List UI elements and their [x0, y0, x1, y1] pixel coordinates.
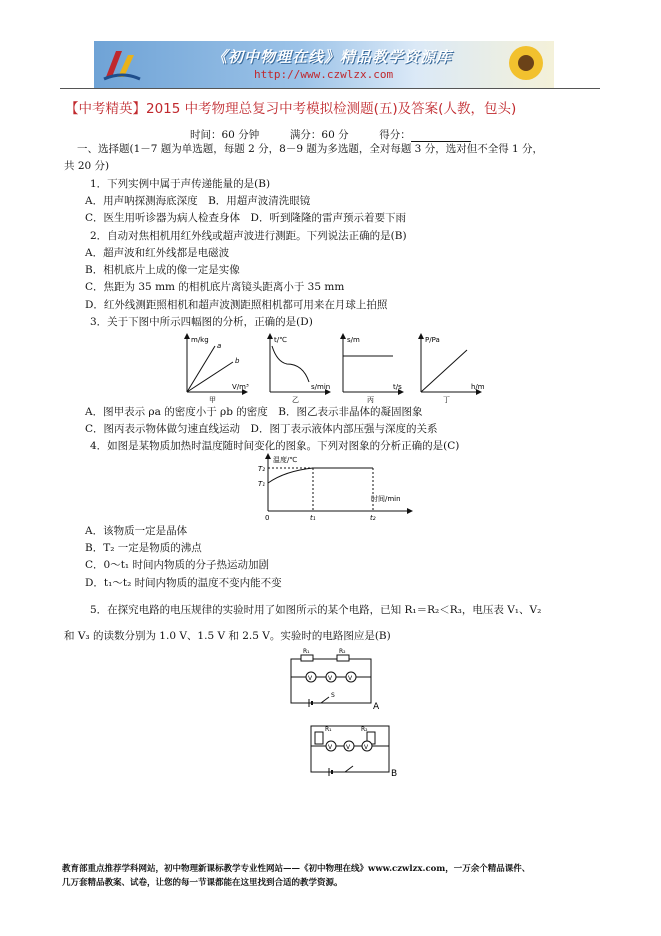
q2-option-b: B．相机底片上成的像一定是实像 [85, 264, 240, 276]
heat-tick-t1: t₁ [310, 514, 316, 522]
q2-option-d: D．红外线测距照相机和超声波测距照相机都可用来在月球上拍照 [85, 299, 388, 311]
graph-yi-caption: 乙 [292, 396, 299, 404]
switch-icon [345, 766, 353, 772]
banner-url[interactable]: http://www.czwlzx.com [254, 68, 394, 81]
circuit-a-v2: V [328, 675, 333, 682]
circuit-b-v1: V [328, 744, 333, 751]
graph-bing-caption: 丙 [367, 396, 374, 404]
circuit-a-r1: R₁ [303, 648, 310, 655]
circuit-a-label: A [373, 702, 380, 712]
exam-meta [190, 127, 471, 142]
q3-options-ab: A．图甲表示 ρa 的密度小于 ρb 的密度 B．图乙表示非晶体的凝固图象 [85, 406, 423, 418]
q4-option-c: C．0～t₁ 时间内物质的分子热运动加剧 [85, 559, 269, 571]
circuit-b-r2: R₂ [361, 726, 368, 733]
section-intro: 一、选择题(1－7 题为单选题，每题 2 分，8－9 题为多选题，全对每题 3 分，选对但不全得 1 分， [77, 143, 544, 155]
page-footer [62, 862, 530, 890]
logo-icon [102, 47, 142, 83]
resistor-icon [315, 732, 323, 744]
circuit-b-v3: V [364, 744, 369, 751]
graph-ding-caption: 丁 [443, 396, 450, 404]
exam-time: 时间：60 分钟 [190, 129, 260, 141]
footer-line-2: 几万套精品教案、试卷，让您的每一节课都能在这里找到合适的教学资源。 [62, 878, 343, 888]
footer-line-1: 教育部重点推荐学科网站，初中物理新课标教学专业性网站——《初中物理在线》www.czwlzx.com，一万余个精品课件、 [62, 864, 531, 874]
heat-tick-t2: t₂ [370, 514, 376, 522]
resistor-icon [337, 655, 349, 661]
graph-ding [421, 336, 485, 404]
q3-stem: 3．关于下图中所示四幅图的分析，正确的是(D) [90, 316, 313, 328]
graph-yi [270, 336, 330, 404]
circuit-a-r2: R₂ [339, 648, 346, 655]
heat-t1-label: T₁ [258, 480, 266, 488]
switch-icon [321, 697, 329, 703]
graph-yi-xlabel: s/min [311, 383, 331, 391]
circuit-a [285, 645, 385, 713]
graph-jia-line-b: b [235, 357, 240, 365]
graph-ding-ylabel: P/Pa [425, 336, 440, 344]
q2-option-a: A．超声波和红外线都是电磁波 [85, 247, 230, 259]
q4-heating-graph [255, 453, 415, 523]
graph-bing [343, 336, 402, 404]
q5-stem-cont: 和 V₃ 的读数分别为 1.0 V、1.5 V 和 2.5 V。实验时的电路图应是(B) [64, 630, 391, 642]
graph-jia-ylabel: m/kg [191, 336, 209, 344]
section-intro-cont: 共 20 分) [64, 160, 110, 172]
q3-options-cd: C．图丙表示物体做匀速直线运动 D．图丁表示液体内部压强与深度的关系 [85, 423, 438, 435]
circuit-b-v2: V [346, 744, 351, 751]
sunflower-icon [506, 43, 546, 83]
q4-stem: 4．如图是某物质加热时温度随时间变化的图象。下列对图象的分析正确的是(C) [90, 440, 460, 452]
graph-ding-xlabel: h/m [471, 383, 485, 391]
q1-stem: 1．下列实例中属于声传递能量的是(B) [90, 178, 271, 190]
circuit-b-r1: R₁ [325, 726, 332, 733]
graph-jia-caption: 甲 [209, 396, 216, 404]
heat-t2-label: T₂ [258, 465, 266, 473]
graph-jia-xlabel: V/m³ [232, 383, 249, 391]
circuit-a-v1: V [308, 675, 313, 682]
q3-graphs [175, 332, 495, 404]
q5-stem: 5．在探究电路的电压规律的实验时用了如图所示的某个电路，已知 R₁＝R₂＜R₃，电压表 V₁、V₂ [90, 604, 542, 616]
circuit-a-switch: S [331, 692, 335, 699]
graph-jia-line-a: a [217, 342, 222, 350]
banner [94, 41, 554, 88]
q4-option-d: D．t₁～t₂ 时间内物质的温度不变内能不变 [85, 577, 282, 589]
exam-full-score: 满分：60 分 [289, 129, 349, 141]
heat-origin: 0 [265, 514, 270, 522]
resistor-icon [301, 655, 313, 661]
heat-xlabel: 时间/min [371, 495, 401, 503]
heat-ylabel: 温度/℃ [273, 456, 298, 464]
circuit-b [305, 718, 405, 780]
score-blank [411, 131, 471, 142]
q2-stem: 2．自动对焦相机用红外线或超声波进行测距。下列说法正确的是(B) [90, 230, 407, 242]
graph-yi-ylabel: t/℃ [274, 336, 287, 344]
q4-option-a: A．该物质一定是晶体 [85, 525, 188, 537]
q4-option-b: B．T₂ 一定是物质的沸点 [85, 542, 202, 554]
graph-jia [187, 336, 249, 404]
page-title: 【中考精英】2015 中考物理总复习中考模拟检测题(五)及答案(人教，包头) [65, 101, 517, 117]
q2-option-c: C．焦距为 35 mm 的相机底片离镜头距离小于 35 mm [85, 281, 345, 293]
banner-title: 《初中物理在线》精品教学资源库 [212, 48, 453, 66]
circuit-a-v3: V [348, 675, 353, 682]
graph-bing-xlabel: t/s [393, 383, 402, 391]
exam-score-label: 得分： [379, 129, 411, 141]
graph-bing-ylabel: s/m [347, 336, 360, 344]
header-rule [60, 88, 600, 89]
q1-options-cd: C．医生用听诊器为病人检查身体 D．听到隆隆的雷声预示着要下雨 [85, 212, 406, 224]
q1-options-ab: A．用声呐探测海底深度 B．用超声波清洗眼镜 [85, 195, 311, 207]
circuit-b-label: B [391, 769, 398, 779]
